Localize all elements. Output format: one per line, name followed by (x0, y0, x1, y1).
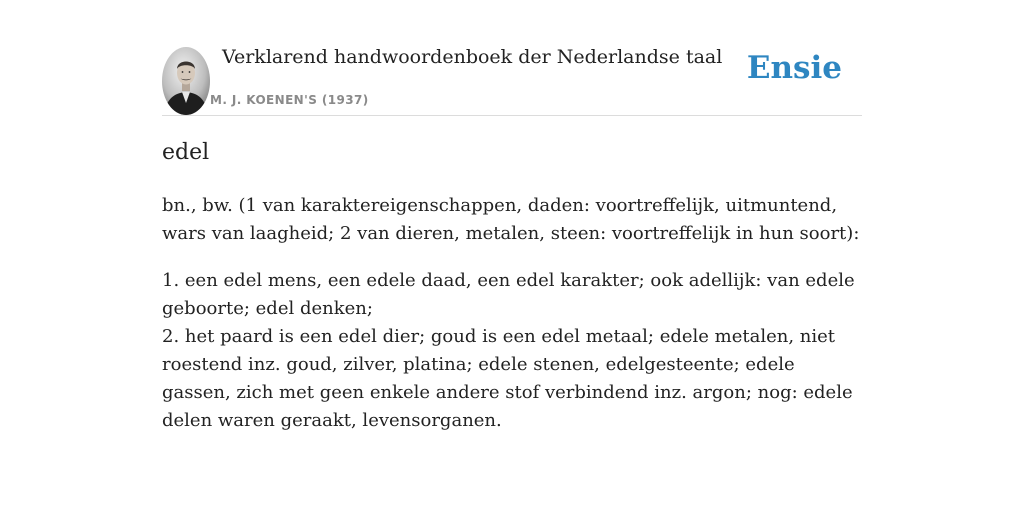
site-subtitle: M. J. KOENEN'S (1937) (210, 93, 369, 107)
brand-logo-link[interactable]: Ensie (746, 50, 842, 86)
site-title: Verklarend handwoordenboek der Nederlandse taal (222, 46, 723, 68)
entry-sense-2: 2. het paard is een edel dier; goud is een edel metaal; edele metalen, niet roestend inz. goud, zilver, platina; edele stenen, edelgesteente; edele gassen, zich met geen enkele andere stof verbindend inz. argon; nog: edele delen waren geraakt, levensorganen. (162, 326, 853, 431)
entry-intro: bn., bw. (1 van karaktereigenschappen, daden: voortreffelijk, uitmuntend, wars van laagheid; 2 van dieren, metalen, steen: voortreffelijk in hun soort): (162, 195, 860, 244)
entry-sense-1: 1. een edel mens, een edele daad, een edel karakter; ook adellijk: van edele geboorte; edel denken; (162, 270, 855, 319)
entry-senses (162, 267, 862, 435)
entry-headword: edel (162, 140, 210, 165)
author-portrait-icon (162, 47, 210, 115)
entry-body (162, 192, 862, 454)
site-header (162, 46, 862, 116)
